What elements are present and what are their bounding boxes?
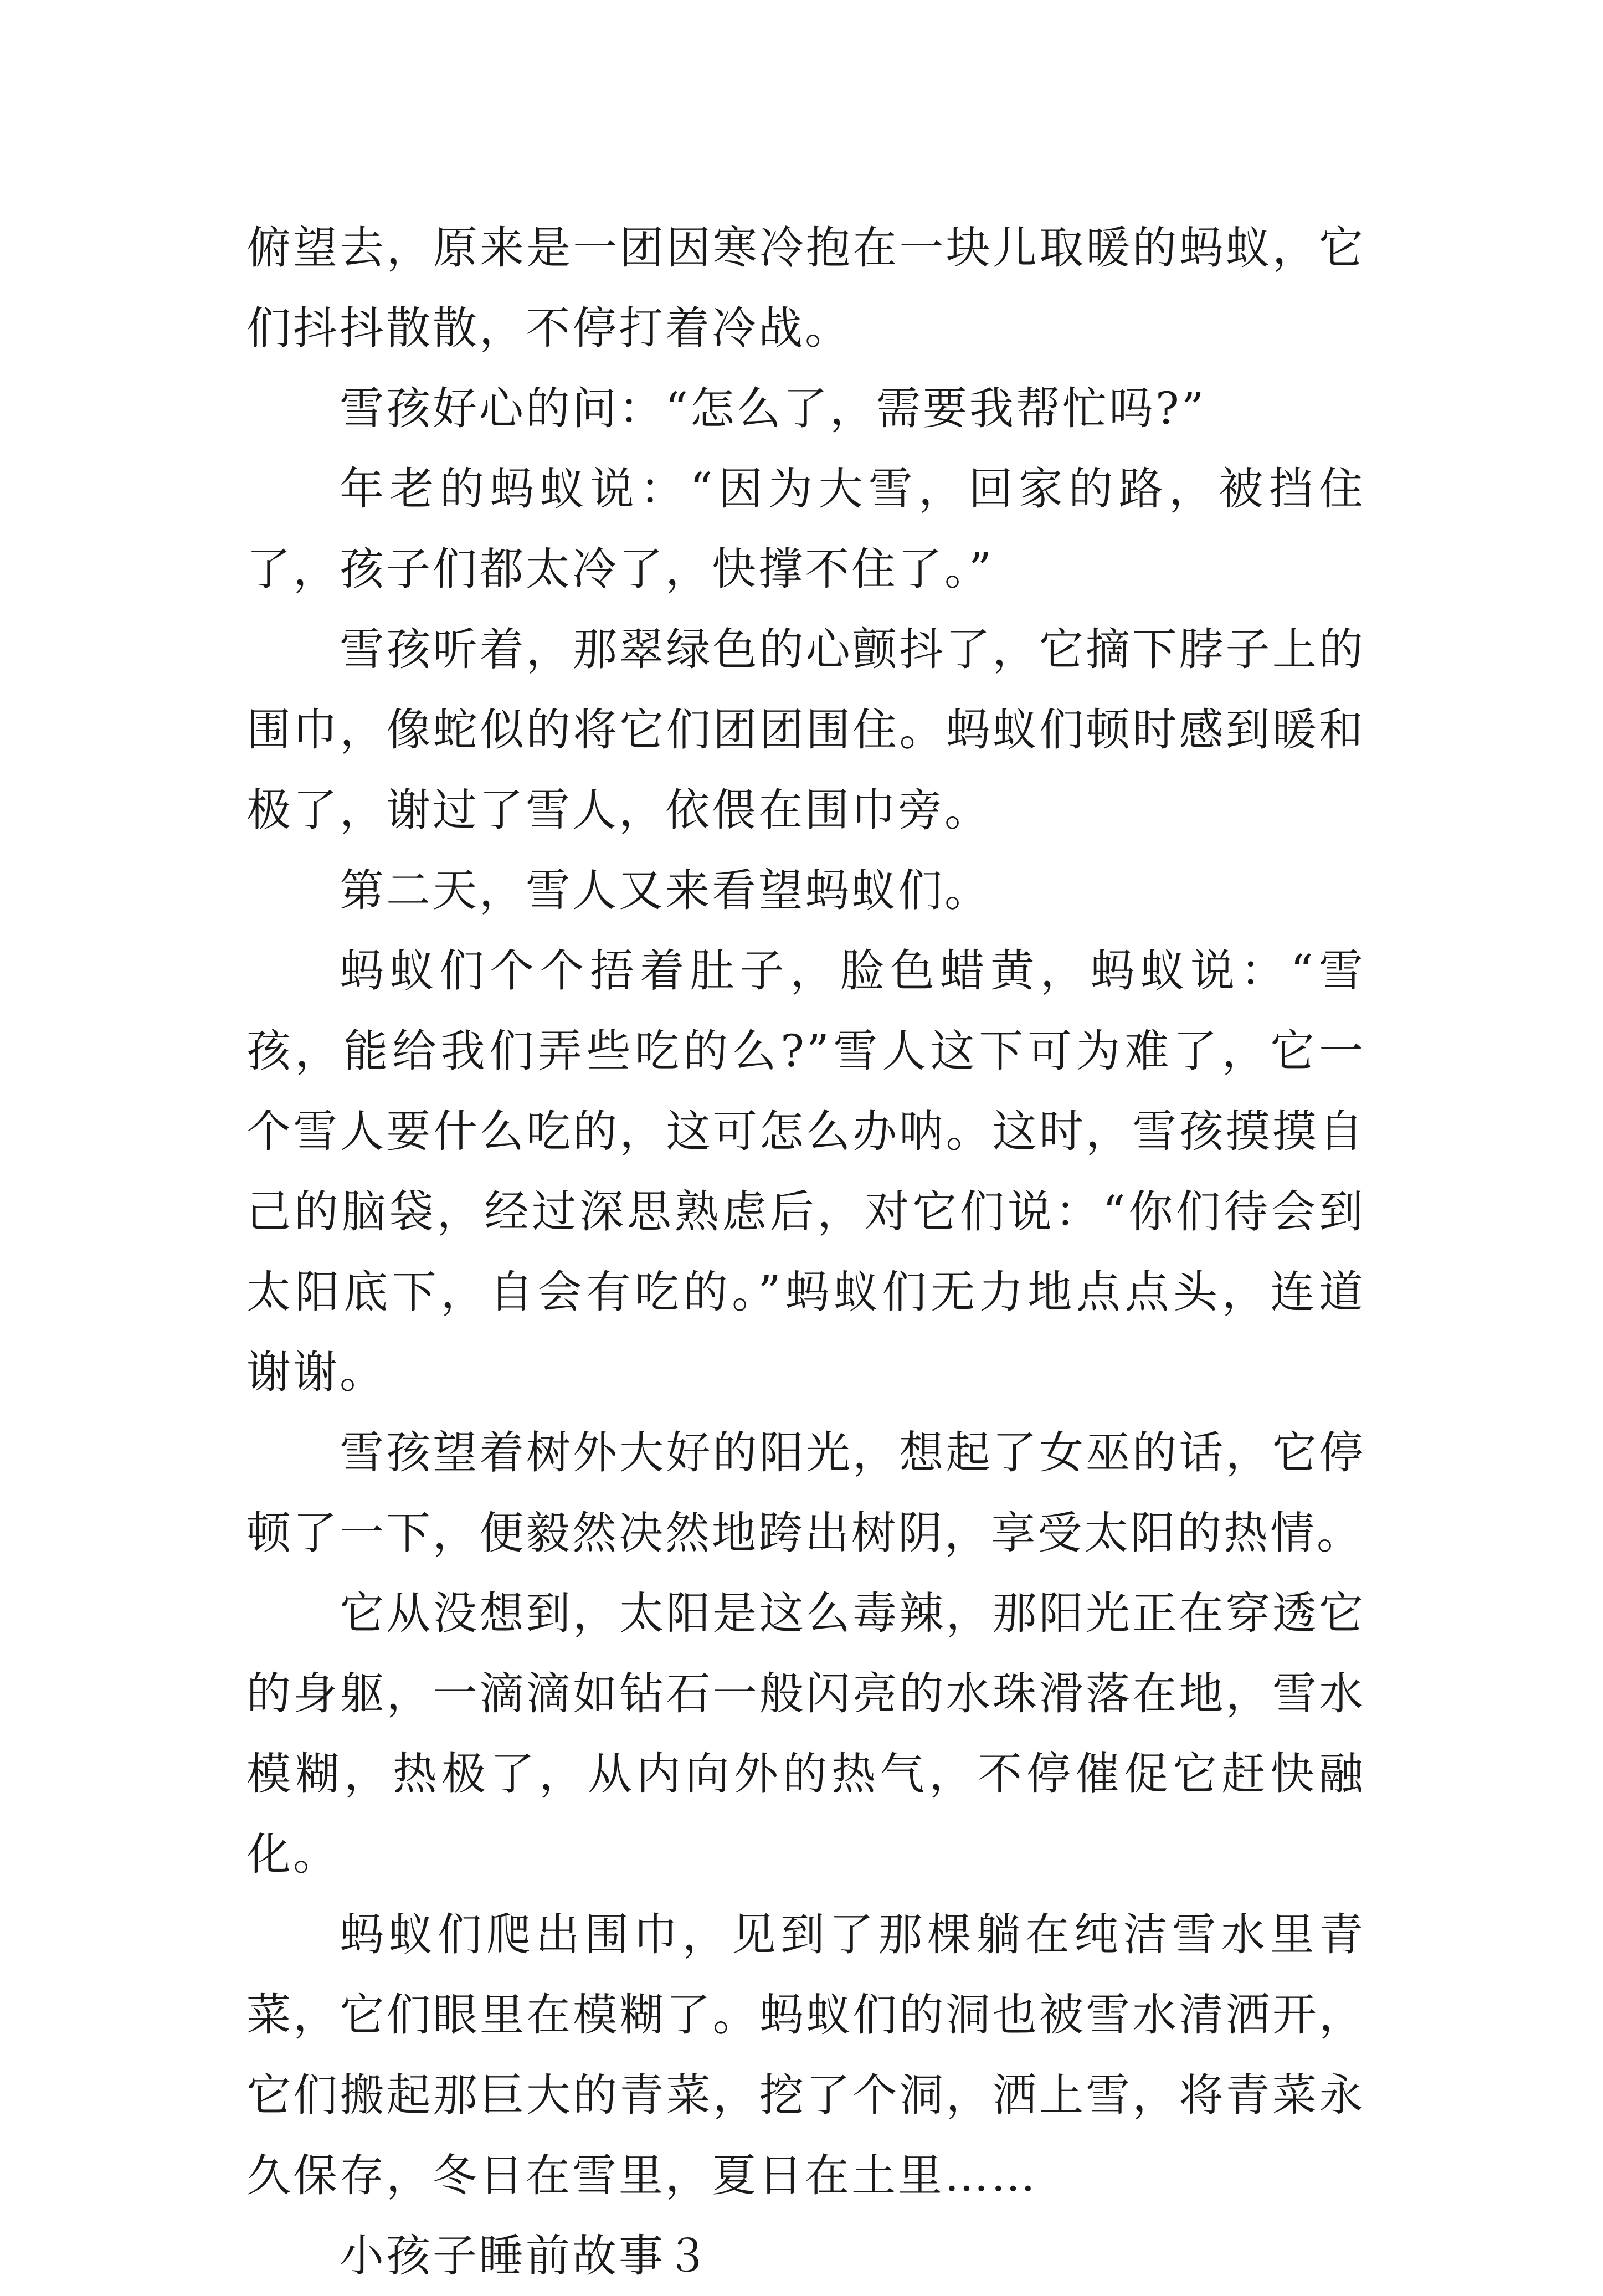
section-heading-story-3: 小孩子睡前故事３ xyxy=(340,2230,712,2282)
paragraph-ants-huddle: 俯望去，原来是一团因寒冷抱在一块儿取暖的蚂蚁，它们抖抖散散，不停打着冷战。 xyxy=(246,222,1365,354)
paragraph-old-ant-reply: 年老的蚂蚁说：“因为大雪，回家的路，被挡住了，孩子们都太冷了，快撑不住了。” xyxy=(246,463,1365,595)
paragraph-ants-hungry: 蚂蚁们个个捂着肚子，脸色蜡黄，蚂蚁说：“雪孩，能给我们弄些吃的么?”雪人这下可为难了，它一个雪人要什么吃的，这可怎么办呐。这时，雪孩摸摸自己的脑袋，经过深思熟虑后，对它们说：“你们待会到太阳底下，自会有吃的。”蚂蚁们无力地点点头，连道谢谢。 xyxy=(246,945,1365,1398)
paragraph-snow-child-asks: 雪孩好心的问：“怎么了，需要我帮忙吗?” xyxy=(340,383,1206,434)
paragraph-next-day: 第二天，雪人又来看望蚂蚁们。 xyxy=(340,865,991,916)
story-text-body xyxy=(246,208,1365,2296)
paragraph-ants-save-vegetable: 蚂蚁们爬出围巾，见到了那棵躺在纯洁雪水里青菜，它们眼里在模糊了。蚂蚁们的洞也被雪水清洒开，它们搬起那巨大的青菜，挖了个洞，洒上雪，将青菜永久保存，冬日在雪里，夏日在土里…… xyxy=(246,1909,1365,2201)
paragraph-into-sunlight: 雪孩望着树外大好的阳光，想起了女巫的话，它停顿了一下，便毅然决然地跨出树阴，享受太阳的热情。 xyxy=(246,1427,1365,1559)
paragraph-scarf-wrap: 雪孩听着，那翠绿色的心颤抖了，它摘下脖子上的围巾，像蛇似的将它们团团围住。蚂蚁们顿时感到暖和极了，谢过了雪人，依偎在围巾旁。 xyxy=(246,624,1365,836)
paragraph-melting: 它从没想到，太阳是这么毒辣，那阳光正在穿透它的身躯，一滴滴如钻石一般闪亮的水珠滑落在地，雪水模糊，热极了，从内向外的热气，不停催促它赶快融化。 xyxy=(246,1588,1365,1880)
